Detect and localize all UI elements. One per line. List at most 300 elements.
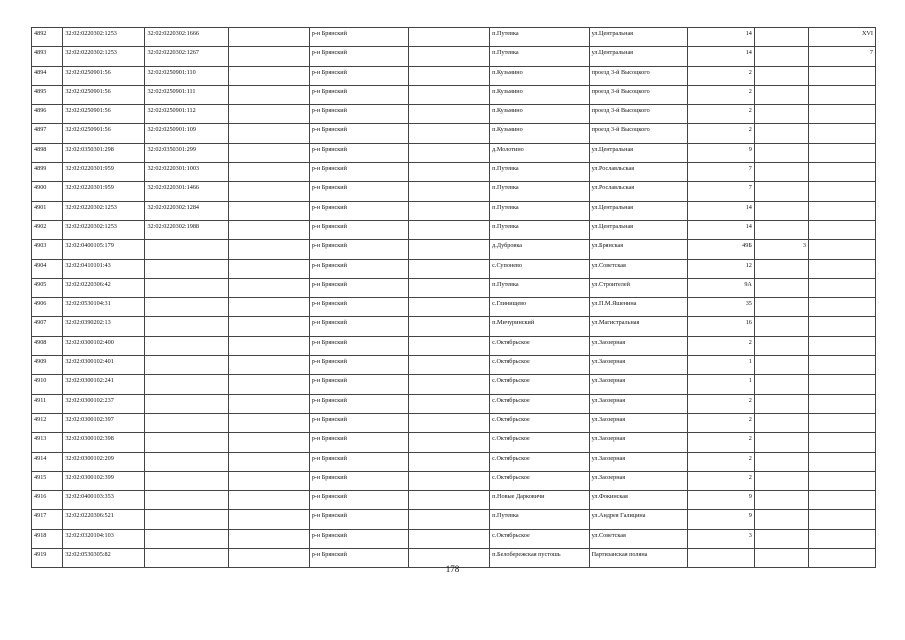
cell-cad2 bbox=[145, 413, 228, 432]
cell-empty bbox=[409, 259, 490, 278]
cell-extra bbox=[808, 220, 875, 239]
cell-cad2 bbox=[145, 394, 228, 413]
cell-extra: XVI bbox=[808, 28, 875, 47]
cell-empty bbox=[409, 240, 490, 259]
table-row bbox=[32, 124, 876, 143]
table-row bbox=[32, 47, 876, 66]
cell-house: 9 bbox=[687, 510, 754, 529]
cell-corp bbox=[754, 433, 808, 452]
cell-n: 4919 bbox=[32, 549, 63, 568]
cell-extra bbox=[808, 182, 875, 201]
cell-locality: д.Молотино bbox=[490, 143, 589, 162]
cell-n: 4908 bbox=[32, 336, 63, 355]
cell-empty bbox=[409, 529, 490, 548]
table-row bbox=[32, 491, 876, 510]
cell-extra bbox=[808, 433, 875, 452]
cell-n: 4898 bbox=[32, 143, 63, 162]
cell-locality: д.Дубровка bbox=[490, 240, 589, 259]
cell-cad2 bbox=[145, 278, 228, 297]
cell-district: р-н Брянский bbox=[309, 356, 408, 375]
cell-house: 2 bbox=[687, 124, 754, 143]
table-row bbox=[32, 220, 876, 239]
cell-locality: п.Путевка bbox=[490, 510, 589, 529]
cell-empty bbox=[409, 471, 490, 490]
cell-street: ул.Магистральная bbox=[589, 317, 687, 336]
cell-n: 4912 bbox=[32, 413, 63, 432]
cell-cad2: 32:02:0250901:112 bbox=[145, 105, 228, 124]
cell-cad: 32:02:0300102:209 bbox=[63, 452, 145, 471]
table-row bbox=[32, 433, 876, 452]
cell-house: 14 bbox=[687, 47, 754, 66]
cell-empty bbox=[409, 394, 490, 413]
cell-locality: с.Октябрьское bbox=[490, 433, 589, 452]
table-row bbox=[32, 28, 876, 47]
cell-street: ул.П.М.Яшенина bbox=[589, 298, 687, 317]
cell-locality: п.Кузьмино bbox=[490, 124, 589, 143]
table-row bbox=[32, 240, 876, 259]
cell-house: 14 bbox=[687, 28, 754, 47]
cell-extra bbox=[808, 85, 875, 104]
cell-house: 14 bbox=[687, 201, 754, 220]
cell-cad2: 32:02:0220301:1003 bbox=[145, 163, 228, 182]
cell-cad: 32:02:0250901:56 bbox=[63, 124, 145, 143]
cell-street: ул.Заозерная bbox=[589, 394, 687, 413]
cell-house: 2 bbox=[687, 66, 754, 85]
cell-empty bbox=[409, 182, 490, 201]
cell-corp: 3 bbox=[754, 240, 808, 259]
table-row bbox=[32, 201, 876, 220]
cell-n: 4899 bbox=[32, 163, 63, 182]
cell-cad: 32:02:0220302:1253 bbox=[63, 220, 145, 239]
cell-locality: с.Октябрьское bbox=[490, 336, 589, 355]
cell-district: р-н Брянский bbox=[309, 491, 408, 510]
cell-corp bbox=[754, 201, 808, 220]
cell-cad: 32:02:0300102:399 bbox=[63, 471, 145, 490]
cell-house: 2 bbox=[687, 105, 754, 124]
cell-cad: 32:02:0220302:1253 bbox=[63, 47, 145, 66]
cell-n: 4918 bbox=[32, 529, 63, 548]
cell-cad2 bbox=[145, 452, 228, 471]
cell-district: р-н Брянский bbox=[309, 298, 408, 317]
cell-extra bbox=[808, 510, 875, 529]
cell-empty bbox=[228, 47, 309, 66]
cell-n: 4893 bbox=[32, 47, 63, 66]
register-table-body bbox=[32, 28, 876, 568]
cell-street: ул.Заозерная bbox=[589, 336, 687, 355]
cell-extra bbox=[808, 471, 875, 490]
cell-house: 49Б bbox=[687, 240, 754, 259]
cell-street: Партизанская поляна bbox=[589, 549, 687, 568]
table-row bbox=[32, 85, 876, 104]
cell-district: р-н Брянский bbox=[309, 452, 408, 471]
cell-cad: 32:02:0350301:298 bbox=[63, 143, 145, 162]
table-row bbox=[32, 336, 876, 355]
cell-empty bbox=[228, 259, 309, 278]
cell-empty bbox=[228, 182, 309, 201]
cell-cad2: 32:02:0220302:1666 bbox=[145, 28, 228, 47]
cell-n: 4901 bbox=[32, 201, 63, 220]
cell-n: 4916 bbox=[32, 491, 63, 510]
cell-n: 4910 bbox=[32, 375, 63, 394]
table-row bbox=[32, 298, 876, 317]
cell-locality: с.Октябрьское bbox=[490, 529, 589, 548]
cell-cad: 32:02:0300102:401 bbox=[63, 356, 145, 375]
cell-extra bbox=[808, 105, 875, 124]
cell-house: 7 bbox=[687, 163, 754, 182]
cell-empty bbox=[228, 375, 309, 394]
table-row bbox=[32, 394, 876, 413]
cell-house: 9 bbox=[687, 491, 754, 510]
cell-n: 4907 bbox=[32, 317, 63, 336]
cell-n: 4911 bbox=[32, 394, 63, 413]
cell-cad2 bbox=[145, 259, 228, 278]
cell-empty bbox=[228, 336, 309, 355]
cell-district: р-н Брянский bbox=[309, 529, 408, 548]
cell-district: р-н Брянский bbox=[309, 510, 408, 529]
cell-extra bbox=[808, 394, 875, 413]
cell-n: 4913 bbox=[32, 433, 63, 452]
cell-cad2 bbox=[145, 356, 228, 375]
cell-house: 2 bbox=[687, 413, 754, 432]
cell-locality: п.Путевка bbox=[490, 163, 589, 182]
cell-cad: 32:02:0250901:56 bbox=[63, 85, 145, 104]
cell-empty bbox=[409, 85, 490, 104]
cell-locality: с.Октябрьское bbox=[490, 394, 589, 413]
cell-cad2 bbox=[145, 433, 228, 452]
cell-corp bbox=[754, 375, 808, 394]
cell-n: 4892 bbox=[32, 28, 63, 47]
cell-n: 4896 bbox=[32, 105, 63, 124]
cell-extra bbox=[808, 143, 875, 162]
cell-corp bbox=[754, 47, 808, 66]
cell-cad: 32:02:0300102:237 bbox=[63, 394, 145, 413]
cell-cad2: 32:02:0220301:1466 bbox=[145, 182, 228, 201]
table-row bbox=[32, 452, 876, 471]
cell-cad: 32:02:0300102:400 bbox=[63, 336, 145, 355]
cell-house: 3 bbox=[687, 529, 754, 548]
cell-street: ул.Заозерная bbox=[589, 471, 687, 490]
cell-corp bbox=[754, 491, 808, 510]
cell-corp bbox=[754, 220, 808, 239]
cell-locality: с.Глинищево bbox=[490, 298, 589, 317]
cell-empty bbox=[409, 298, 490, 317]
cell-cad: 32:02:0530104:31 bbox=[63, 298, 145, 317]
cell-cad: 32:02:0220301:959 bbox=[63, 163, 145, 182]
cell-cad: 32:02:0250901:56 bbox=[63, 66, 145, 85]
cell-locality: п.Новые Дарковичи bbox=[490, 491, 589, 510]
cell-street: ул.Строителей bbox=[589, 278, 687, 297]
cell-cad: 32:02:0390202:13 bbox=[63, 317, 145, 336]
table-row bbox=[32, 259, 876, 278]
cell-empty bbox=[409, 163, 490, 182]
cell-empty bbox=[228, 124, 309, 143]
cell-corp bbox=[754, 182, 808, 201]
cell-house: 2 bbox=[687, 394, 754, 413]
cell-extra bbox=[808, 375, 875, 394]
cell-locality: п.Путевка bbox=[490, 47, 589, 66]
cell-locality: п.Путевка bbox=[490, 278, 589, 297]
cell-empty bbox=[228, 105, 309, 124]
cell-locality: п.Путевка bbox=[490, 220, 589, 239]
cell-street: ул.Советская bbox=[589, 259, 687, 278]
cell-street: ул.Брянская bbox=[589, 240, 687, 259]
cell-empty bbox=[409, 220, 490, 239]
cell-street: ул.Рославльская bbox=[589, 182, 687, 201]
cell-district: р-н Брянский bbox=[309, 28, 408, 47]
cell-empty bbox=[228, 452, 309, 471]
cell-street: ул.Центральная bbox=[589, 47, 687, 66]
cell-district: р-н Брянский bbox=[309, 259, 408, 278]
cell-house: 16 bbox=[687, 317, 754, 336]
cell-district: р-н Брянский bbox=[309, 105, 408, 124]
cell-extra bbox=[808, 491, 875, 510]
cell-empty bbox=[409, 356, 490, 375]
cell-district: р-н Брянский bbox=[309, 394, 408, 413]
cell-district: р-н Брянский bbox=[309, 433, 408, 452]
cell-extra bbox=[808, 201, 875, 220]
cell-extra bbox=[808, 336, 875, 355]
cell-cad2: 32:02:0220302:1988 bbox=[145, 220, 228, 239]
table-row bbox=[32, 105, 876, 124]
cell-street: ул.Центральная bbox=[589, 143, 687, 162]
cell-cad: 32:02:0400105:179 bbox=[63, 240, 145, 259]
cell-empty bbox=[228, 413, 309, 432]
table-row bbox=[32, 375, 876, 394]
cell-corp bbox=[754, 124, 808, 143]
cell-cad2: 32:02:0350301:299 bbox=[145, 143, 228, 162]
cell-empty bbox=[228, 433, 309, 452]
cell-corp bbox=[754, 336, 808, 355]
cell-n: 4915 bbox=[32, 471, 63, 490]
cell-corp bbox=[754, 143, 808, 162]
cell-cad: 32:02:0410101:43 bbox=[63, 259, 145, 278]
cell-cad: 32:02:0530305:82 bbox=[63, 549, 145, 568]
cell-n: 4917 bbox=[32, 510, 63, 529]
cell-house: 9А bbox=[687, 278, 754, 297]
cell-extra bbox=[808, 413, 875, 432]
cell-cad: 32:02:0300102:241 bbox=[63, 375, 145, 394]
cell-cad: 32:02:0220302:1253 bbox=[63, 28, 145, 47]
cell-house: 2 bbox=[687, 452, 754, 471]
cell-cad2: 32:02:0220302:1284 bbox=[145, 201, 228, 220]
cell-empty bbox=[409, 201, 490, 220]
cell-empty bbox=[409, 66, 490, 85]
cell-cad: 32:02:0320104:103 bbox=[63, 529, 145, 548]
cell-corp bbox=[754, 259, 808, 278]
cell-locality: п.Белобережская пустошь bbox=[490, 549, 589, 568]
cell-extra bbox=[808, 66, 875, 85]
cell-extra bbox=[808, 452, 875, 471]
cell-extra bbox=[808, 356, 875, 375]
cell-empty bbox=[228, 66, 309, 85]
cell-corp bbox=[754, 66, 808, 85]
cell-cad: 32:02:0400103:353 bbox=[63, 491, 145, 510]
cell-n: 4894 bbox=[32, 66, 63, 85]
cell-house: 12 bbox=[687, 259, 754, 278]
cell-empty bbox=[228, 201, 309, 220]
cell-cad2: 32:02:0250901:111 bbox=[145, 85, 228, 104]
cell-locality: п.Кузьмино bbox=[490, 85, 589, 104]
cell-house: 2 bbox=[687, 471, 754, 490]
cell-extra bbox=[808, 278, 875, 297]
cell-empty bbox=[409, 105, 490, 124]
cell-empty bbox=[228, 28, 309, 47]
cell-extra: 7 bbox=[808, 47, 875, 66]
cell-locality: с.Октябрьское bbox=[490, 452, 589, 471]
table-row bbox=[32, 163, 876, 182]
cell-empty bbox=[228, 317, 309, 336]
cell-house: 14 bbox=[687, 220, 754, 239]
cell-corp bbox=[754, 28, 808, 47]
cell-empty bbox=[409, 433, 490, 452]
cell-cad: 32:02:0220306:42 bbox=[63, 278, 145, 297]
cell-corp bbox=[754, 413, 808, 432]
cell-street: проезд 3-й Высоцкого bbox=[589, 124, 687, 143]
cell-cad2 bbox=[145, 529, 228, 548]
cell-empty bbox=[228, 356, 309, 375]
cell-street: ул.Рославльская bbox=[589, 163, 687, 182]
cell-empty bbox=[228, 394, 309, 413]
cell-district: р-н Брянский bbox=[309, 336, 408, 355]
cell-empty bbox=[409, 278, 490, 297]
cell-empty bbox=[228, 143, 309, 162]
table-row bbox=[32, 356, 876, 375]
cell-cad: 32:02:0300102:398 bbox=[63, 433, 145, 452]
cell-cad2 bbox=[145, 471, 228, 490]
cell-district: р-н Брянский bbox=[309, 163, 408, 182]
cell-empty bbox=[409, 375, 490, 394]
cell-locality: с.Октябрьское bbox=[490, 375, 589, 394]
table-row bbox=[32, 278, 876, 297]
cell-street: ул.Центральная bbox=[589, 201, 687, 220]
cell-corp bbox=[754, 278, 808, 297]
cell-street: ул.Заозерная bbox=[589, 433, 687, 452]
cell-extra bbox=[808, 124, 875, 143]
table-row bbox=[32, 529, 876, 548]
cell-locality: п.Путевка bbox=[490, 28, 589, 47]
cell-house: 1 bbox=[687, 375, 754, 394]
cell-n: 4905 bbox=[32, 278, 63, 297]
cell-cad2 bbox=[145, 317, 228, 336]
cell-empty bbox=[228, 163, 309, 182]
table-row bbox=[32, 143, 876, 162]
cell-extra bbox=[808, 163, 875, 182]
cell-street: ул.Советская bbox=[589, 529, 687, 548]
cell-corp bbox=[754, 452, 808, 471]
cell-district: р-н Брянский bbox=[309, 143, 408, 162]
cell-house: 2 bbox=[687, 433, 754, 452]
cell-empty bbox=[409, 47, 490, 66]
cell-cad: 32:02:0250901:56 bbox=[63, 105, 145, 124]
cell-corp bbox=[754, 471, 808, 490]
table-row bbox=[32, 510, 876, 529]
cell-empty bbox=[228, 491, 309, 510]
cell-extra bbox=[808, 529, 875, 548]
cell-district: р-н Брянский bbox=[309, 85, 408, 104]
cell-corp bbox=[754, 510, 808, 529]
cell-district: р-н Брянский bbox=[309, 413, 408, 432]
cell-street: проезд 3-й Высоцкого bbox=[589, 66, 687, 85]
cell-corp bbox=[754, 85, 808, 104]
cell-n: 4914 bbox=[32, 452, 63, 471]
cell-district: р-н Брянский bbox=[309, 317, 408, 336]
cell-locality: с.Октябрьское bbox=[490, 471, 589, 490]
cell-empty bbox=[409, 317, 490, 336]
cell-corp bbox=[754, 529, 808, 548]
table-row bbox=[32, 66, 876, 85]
cell-corp bbox=[754, 163, 808, 182]
cell-locality: п.Кузьмино bbox=[490, 105, 589, 124]
cell-cad2 bbox=[145, 375, 228, 394]
cell-street: ул.Фокинская bbox=[589, 491, 687, 510]
cell-empty bbox=[228, 240, 309, 259]
cell-empty bbox=[409, 336, 490, 355]
cell-street: ул.Центральная bbox=[589, 28, 687, 47]
table-row bbox=[32, 413, 876, 432]
cell-n: 4909 bbox=[32, 356, 63, 375]
cell-cad2 bbox=[145, 240, 228, 259]
cell-n: 4904 bbox=[32, 259, 63, 278]
cell-empty bbox=[228, 471, 309, 490]
table-row bbox=[32, 471, 876, 490]
cell-corp bbox=[754, 356, 808, 375]
cell-house: 1 bbox=[687, 356, 754, 375]
cell-street: ул.Заозерная bbox=[589, 356, 687, 375]
cell-empty bbox=[409, 28, 490, 47]
cell-street: ул.Заозерная bbox=[589, 452, 687, 471]
cell-n: 4902 bbox=[32, 220, 63, 239]
cell-locality: с.Супонево bbox=[490, 259, 589, 278]
cell-cad2: 32:02:0250901:110 bbox=[145, 66, 228, 85]
cell-street: ул.Заозерная bbox=[589, 413, 687, 432]
cell-house: 35 bbox=[687, 298, 754, 317]
cell-corp bbox=[754, 394, 808, 413]
cell-house: 2 bbox=[687, 85, 754, 104]
cell-cad2 bbox=[145, 491, 228, 510]
cell-cad: 32:02:0220306:521 bbox=[63, 510, 145, 529]
cell-district: р-н Брянский bbox=[309, 47, 408, 66]
cell-cad2 bbox=[145, 510, 228, 529]
cell-empty bbox=[409, 413, 490, 432]
cell-district: р-н Брянский bbox=[309, 240, 408, 259]
cell-cad2 bbox=[145, 298, 228, 317]
cell-empty bbox=[409, 452, 490, 471]
cell-district: р-н Брянский bbox=[309, 201, 408, 220]
cell-extra bbox=[808, 298, 875, 317]
cell-district: р-н Брянский bbox=[309, 375, 408, 394]
cell-locality: с.Октябрьское bbox=[490, 356, 589, 375]
cell-locality: п.Путевка bbox=[490, 201, 589, 220]
cell-empty bbox=[409, 491, 490, 510]
cell-corp bbox=[754, 317, 808, 336]
cell-district: р-н Брянский bbox=[309, 124, 408, 143]
cell-extra bbox=[808, 317, 875, 336]
cell-house: 9 bbox=[687, 143, 754, 162]
cell-empty bbox=[409, 143, 490, 162]
cell-corp bbox=[754, 298, 808, 317]
cell-empty bbox=[228, 278, 309, 297]
cell-empty bbox=[228, 510, 309, 529]
cell-empty bbox=[228, 220, 309, 239]
cell-empty bbox=[228, 529, 309, 548]
cell-n: 4900 bbox=[32, 182, 63, 201]
cell-empty bbox=[228, 298, 309, 317]
cell-empty bbox=[409, 510, 490, 529]
cell-n: 4903 bbox=[32, 240, 63, 259]
cell-n: 4897 bbox=[32, 124, 63, 143]
cell-district: р-н Брянский bbox=[309, 549, 408, 568]
cell-locality: с.Октябрьское bbox=[490, 413, 589, 432]
